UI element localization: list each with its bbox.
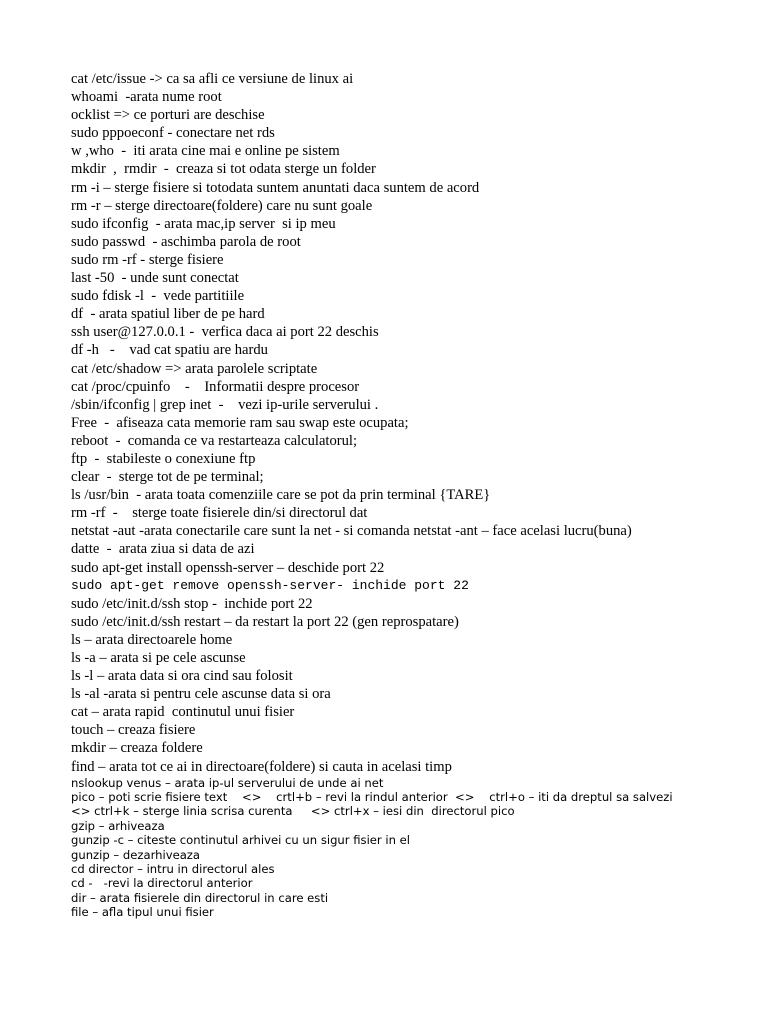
text-line: gzip – arhiveaza [71,818,165,833]
text-line: cd - -revi la directorul anterior [71,876,253,891]
text-line: ls -a – arata si pe cele ascunse [71,650,246,666]
text-line: rm -r – sterge directoare(foldere) care nu sunt goale [71,197,373,214]
command-notes-list [71,70,751,920]
text-line: find – arata tot ce ai in directoare(foldere) si cauta in acelasi timp [71,758,452,775]
text-line: <> ctrl+k – sterge linia scrisa curenta <> ctrl+x – iesi din directorul pico [71,804,515,819]
text-line: ls – arata directoarele home [71,631,233,648]
text-line: nslookup venus – arata ip-ul serverului de unde ai net [71,775,384,790]
text-line: sudo rm -rf - sterge fisiere [71,251,224,268]
text-line: ftp - stabileste o conexiune ftp [71,450,256,467]
text-line: sudo /etc/init.d/ssh stop - inchide port 22 [71,595,313,612]
text-line: /sbin/ifconfig | grep inet - vezi ip-urile serverului . [71,396,379,413]
text-line: last -50 - unde sunt conectat [71,270,239,287]
text-line: sudo pppoeconf - conectare net rds [71,125,275,142]
text-line: mkdir , rmdir - creaza si tot odata sterge un folder [71,161,376,178]
text-line: sudo passwd - aschimba parola de root [71,233,301,250]
text-line: sudo apt-get remove openssh-server- inchide port 22 [71,577,469,593]
text-line: sudo fdisk -l - vede partitiile [71,288,245,305]
text-line: sudo ifconfig - arata mac,ip server si ip meu [71,215,336,232]
text-line: file – afla tipul unui fisier [71,905,214,920]
text-line: whoami -arata nume root [71,89,222,106]
text-line: ocklist => ce porturi are deschise [71,107,265,124]
text-line: reboot - comanda ce va restarteaza calculatorul; [71,432,358,449]
text-line: cat /etc/issue -> ca sa afli ce versiune de linux ai [71,71,354,87]
text-line: pico – poti scrie fisiere text <> crtl+b – revi la rindul anterior <> ctrl+o – iti da dreptul sa salvezi [71,790,673,805]
text-line: netstat -aut -arata conectarile care sunt la net - si comanda netstat -ant – face acelasi lucru(buna) [71,523,632,540]
text-line: Free - afiseaza cata memorie ram sau swap este ocupata; [71,414,409,431]
text-line: sudo apt-get install openssh-server – deschide port 22 [71,559,385,576]
text-line: touch – creaza fisiere [71,722,196,739]
text-line: rm -i – sterge fisiere si totodata suntem anuntati daca suntem de acord [71,179,480,196]
text-line: gunzip – dezarhiveaza [71,847,200,862]
text-line: datte - arata ziua si data de azi [71,541,255,558]
text-line: ssh user@127.0.0.1 - verfica daca ai port 22 deschis [71,324,379,341]
text-line: cat – arata rapid continutul unui fisier [71,704,295,721]
text-line: mkdir – creaza foldere [71,740,203,757]
text-line: gunzip -c – citeste continutul arhivei cu un sigur fisier in el [71,833,410,848]
text-line: w ,who - iti arata cine mai e online pe sistem [71,143,340,160]
text-line: cd director – intru in directorul ales [71,862,275,876]
text-line: df -h - vad cat spatiu are hardu [71,342,268,359]
text-line: sudo /etc/init.d/ssh restart – da restart la port 22 (gen reprospatare) [71,613,459,630]
text-line: rm -rf - sterge toate fisierele din/si directorul dat [71,505,368,522]
text-line: dir – arata fisierele din directorul in care esti [71,890,329,905]
text-line: ls -l – arata data si ora cind sau folosit [71,668,293,685]
text-line: cat /proc/cpuinfo - Informatii despre procesor [71,378,360,395]
text-line: cat /etc/shadow => arata parolele scriptate [71,360,318,377]
text-line: ls -al -arata si pentru cele ascunse data si ora [71,686,331,703]
text-line: df - arata spatiul liber de pe hard [71,306,265,323]
text-line: ls /usr/bin - arata toata comenziile care se pot da prin terminal {TARE} [71,487,491,504]
text-line: clear - sterge tot de pe terminal; [71,469,264,486]
